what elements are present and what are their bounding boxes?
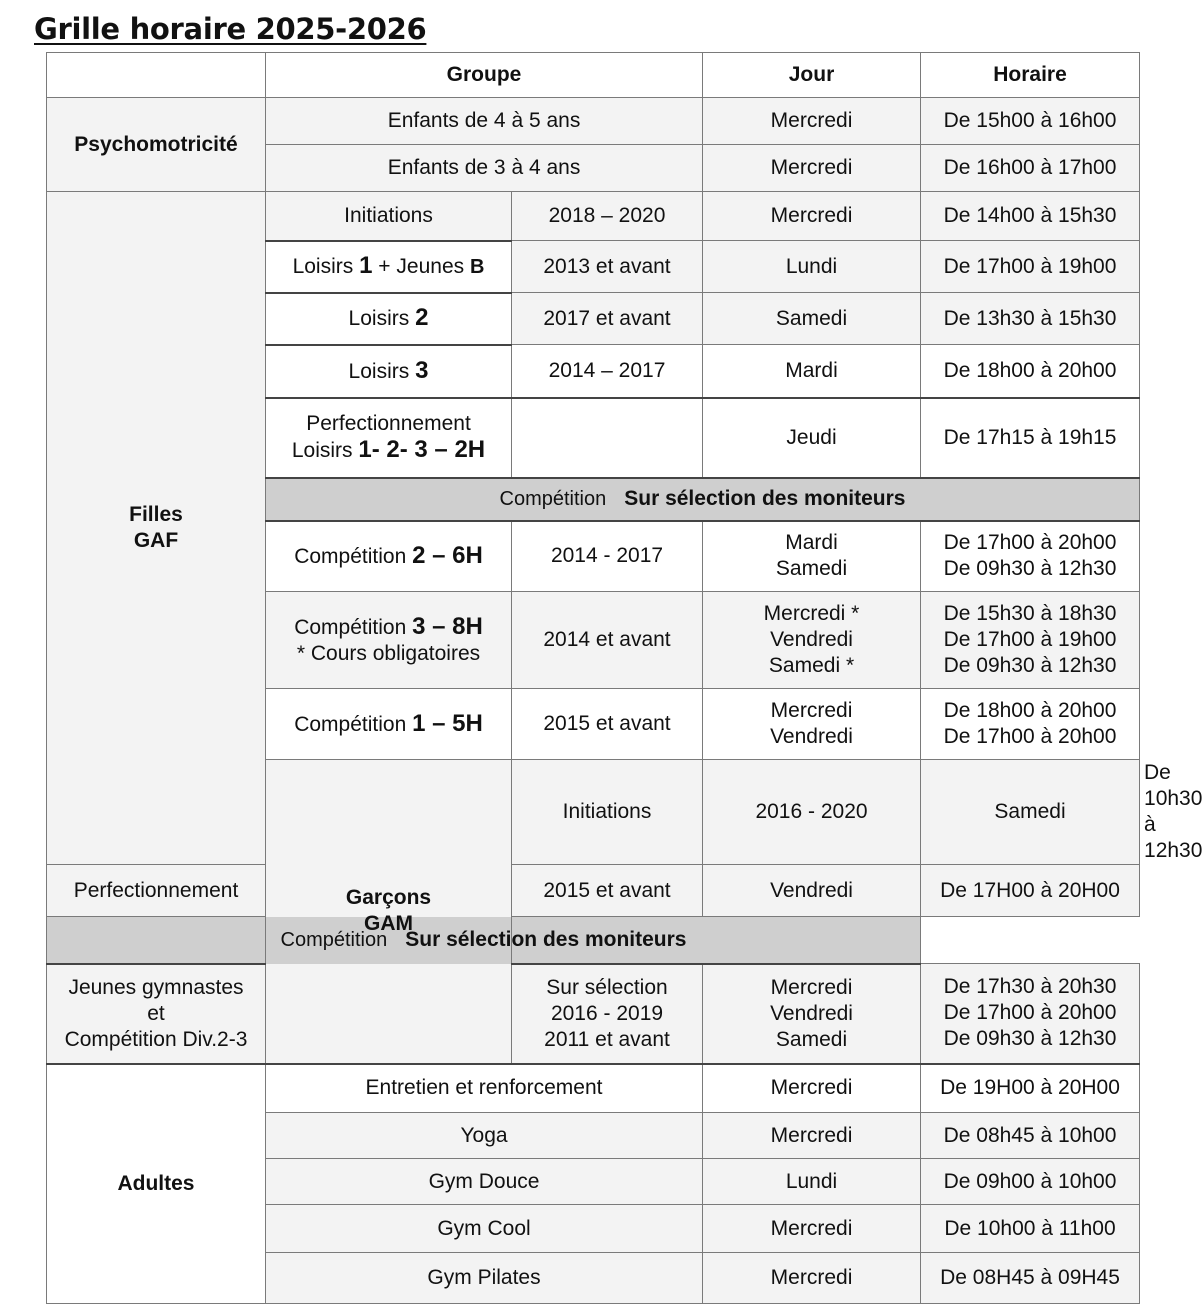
horaire-cell: [921, 964, 1140, 1064]
category-psychomotricite: Psychomotricité: [47, 98, 266, 192]
groupe-cell: Enfants de 3 à 4 ans: [266, 145, 703, 192]
category-label-line: Filles: [129, 503, 183, 526]
horaire-line: De 18h00 à 20h00: [943, 699, 1117, 722]
annees-line: 2016 - 2019: [550, 1001, 664, 1025]
annees-cell: 2016 - 2020: [703, 760, 921, 865]
table-row: [47, 192, 1140, 241]
jour-cell: Lundi: [703, 241, 921, 293]
groupe-text: Compétition: [294, 544, 413, 568]
header-horaire: Horaire: [921, 53, 1140, 98]
jour-cell: Mercredi: [703, 192, 921, 241]
annees-cell: [512, 964, 703, 1064]
horaire-cell: De 08h45 à 10h00: [921, 1113, 1140, 1159]
groupe-level: B: [469, 256, 485, 278]
groupe-cell: [47, 964, 266, 1064]
table-row: [47, 865, 1140, 917]
horaire-cell: De 09h00 à 10h00: [921, 1159, 1140, 1205]
header-jour: Jour: [703, 53, 921, 98]
horaire-cell: [921, 521, 1140, 592]
horaire-line: De 15h30 à 18h30: [943, 602, 1117, 625]
groupe-cell: Entretien et renforcement: [266, 1064, 703, 1113]
groupe-cell: [266, 398, 512, 478]
jour-cell: Mercredi: [703, 98, 921, 145]
banner-small-text: Compétition: [499, 488, 607, 510]
horaire-cell: De 08H45 à 09H45: [921, 1253, 1140, 1304]
annees-line: 2011 et avant: [544, 1027, 670, 1051]
header-empty-cell: [47, 53, 266, 98]
jour-line: Mercredi *: [763, 602, 860, 625]
jour-line: Mercredi: [770, 975, 853, 999]
competition-banner-row: [47, 917, 1140, 964]
groupe-cell: [266, 345, 512, 398]
horaire-cell: [921, 689, 1140, 760]
page-title: Grille horaire 2025-2026: [34, 12, 427, 46]
horaire-line: De 09h30 à 12h30: [943, 654, 1117, 677]
category-adultes: Adultes: [47, 1064, 266, 1304]
groupe-text: Loisirs: [292, 255, 360, 278]
jour-line: Samedi *: [768, 654, 855, 677]
groupe-text: Loisirs: [348, 359, 416, 383]
jour-cell: Mercredi: [703, 1205, 921, 1253]
horaire-cell: De 17h15 à 19h15: [921, 398, 1140, 478]
jour-cell: Jeudi: [703, 398, 921, 478]
table-row: [47, 964, 1140, 1064]
jour-line: Samedi: [775, 557, 848, 581]
jour-line: Vendredi: [770, 1001, 853, 1025]
annees-cell: 2018 – 2020: [512, 192, 703, 241]
groupe-cell: [266, 241, 512, 293]
jour-cell: Vendredi: [703, 865, 921, 917]
category-label-line: Garçons: [345, 886, 432, 910]
horaire-cell: [921, 592, 1140, 689]
groupe-cell: Gym Douce: [266, 1159, 703, 1205]
groupe-level: 1 – 5H: [412, 709, 483, 737]
groupe-text: et: [147, 1001, 165, 1025]
horaire-cell: De 13h30 à 15h30: [921, 293, 1140, 345]
jour-cell: Mercredi: [703, 1064, 921, 1113]
horaire-cell: De 18h00 à 20h00: [921, 345, 1140, 398]
groupe-cell: Initiations: [266, 192, 512, 241]
groupe-level: 2 – 6H: [412, 541, 483, 569]
groupe-level: 1- 2- 3 – 2H: [358, 436, 486, 463]
groupe-level: 2: [415, 304, 429, 331]
groupe-level: 1: [359, 252, 373, 279]
horaire-cell: De 17h00 à 19h00: [921, 241, 1140, 293]
groupe-cell: Gym Cool: [266, 1205, 703, 1253]
groupe-cell: [266, 592, 512, 689]
header-row: [47, 53, 1140, 98]
category-label-line: GAM: [364, 912, 413, 936]
groupe-text: Loisirs: [291, 439, 359, 462]
annees-cell: [512, 398, 703, 478]
horaire-line: De 17h30 à 20h30: [943, 975, 1117, 999]
banner-big-text: Sur sélection des moniteurs: [405, 927, 687, 951]
horaire-cell: De 19H00 à 20H00: [921, 1064, 1140, 1113]
horaire-cell: De 15h00 à 16h00: [921, 98, 1140, 145]
jour-cell: Lundi: [703, 1159, 921, 1205]
annees-cell: 2017 et avant: [512, 293, 703, 345]
horaire-cell: De 10h00 à 11h00: [921, 1205, 1140, 1253]
groupe-text: Compétition: [294, 712, 413, 736]
jour-cell: [703, 689, 921, 760]
jour-line: Vendredi: [770, 628, 853, 651]
horaire-line: De 09h30 à 12h30: [943, 557, 1117, 581]
jour-cell: Mardi: [703, 345, 921, 398]
banner-small-text: Compétition: [280, 928, 388, 951]
annees-cell: 2014 - 2017: [512, 521, 703, 592]
jour-cell: Mercredi: [703, 1253, 921, 1304]
groupe-cell: [266, 689, 512, 760]
jour-line: Mardi: [785, 531, 838, 555]
table-row: [47, 1064, 1140, 1113]
horaire-line: De 09h30 à 12h30: [943, 1027, 1117, 1051]
jour-cell: [703, 521, 921, 592]
jour-cell: [703, 592, 921, 689]
jour-cell: [703, 964, 921, 1064]
jour-line: Samedi: [775, 1027, 848, 1051]
jour-line: Vendredi: [770, 725, 853, 748]
banner-big-text: Sur sélection des moniteurs: [624, 487, 906, 510]
groupe-cell: Yoga: [266, 1113, 703, 1159]
jour-cell: Mercredi: [703, 145, 921, 192]
horaire-line: De 17h00 à 20h00: [943, 725, 1117, 748]
annees-cell: 2015 et avant: [512, 689, 703, 760]
groupe-cell: Enfants de 4 à 5 ans: [266, 98, 703, 145]
jour-cell: Samedi: [703, 293, 921, 345]
horaire-cell: De 17H00 à 20H00: [921, 865, 1140, 917]
jour-cell: Samedi: [921, 760, 1140, 865]
horaire-line: De 17h00 à 20h00: [943, 531, 1117, 555]
horaire-line: De 17h00 à 20h00: [943, 1001, 1117, 1025]
category-garcons-gam: [266, 760, 512, 1064]
groupe-text: Compétition Div.2-3: [64, 1027, 248, 1051]
competition-banner: [266, 478, 1140, 521]
jour-cell: Mercredi: [703, 1113, 921, 1159]
horaire-line: De 17h00 à 19h00: [943, 628, 1117, 651]
annees-cell: 2014 et avant: [512, 592, 703, 689]
category-filles-gaf: [47, 192, 266, 865]
groupe-note: * Cours obligatoires: [296, 641, 481, 665]
groupe-cell: Perfectionnement: [47, 865, 266, 917]
jour-line: Mercredi: [770, 699, 853, 722]
horaire-cell: De 16h00 à 17h00: [921, 145, 1140, 192]
groupe-text: Perfectionnement: [306, 412, 471, 435]
annees-cell: 2014 – 2017: [512, 345, 703, 398]
groupe-text: Jeunes gymnastes: [68, 975, 244, 999]
groupe-cell: [266, 521, 512, 592]
groupe-cell: [266, 293, 512, 345]
groupe-cell: Initiations: [512, 760, 703, 865]
groupe-cell: Gym Pilates: [266, 1253, 703, 1304]
header-groupe: Groupe: [266, 53, 703, 98]
groupe-text: Loisirs: [348, 307, 416, 330]
schedule-table: [46, 52, 1202, 1304]
groupe-text: + Jeunes: [372, 255, 470, 278]
table-row: Garçons GAM Initiations 2016 - 2020 Samedi De 10h30 à 12h30: [47, 760, 1140, 865]
annees-cell: 2013 et avant: [512, 241, 703, 293]
table-row: [47, 98, 1140, 145]
annees-line: Sur sélection: [546, 975, 668, 999]
horaire-cell: De 14h00 à 15h30: [921, 192, 1140, 241]
groupe-text: Compétition: [294, 615, 413, 639]
annees-cell: 2015 et avant: [512, 865, 703, 917]
category-label-line: GAF: [133, 529, 179, 552]
groupe-level: 3: [415, 356, 429, 384]
competition-banner: [47, 917, 921, 964]
groupe-level: 3 – 8H: [412, 612, 483, 640]
